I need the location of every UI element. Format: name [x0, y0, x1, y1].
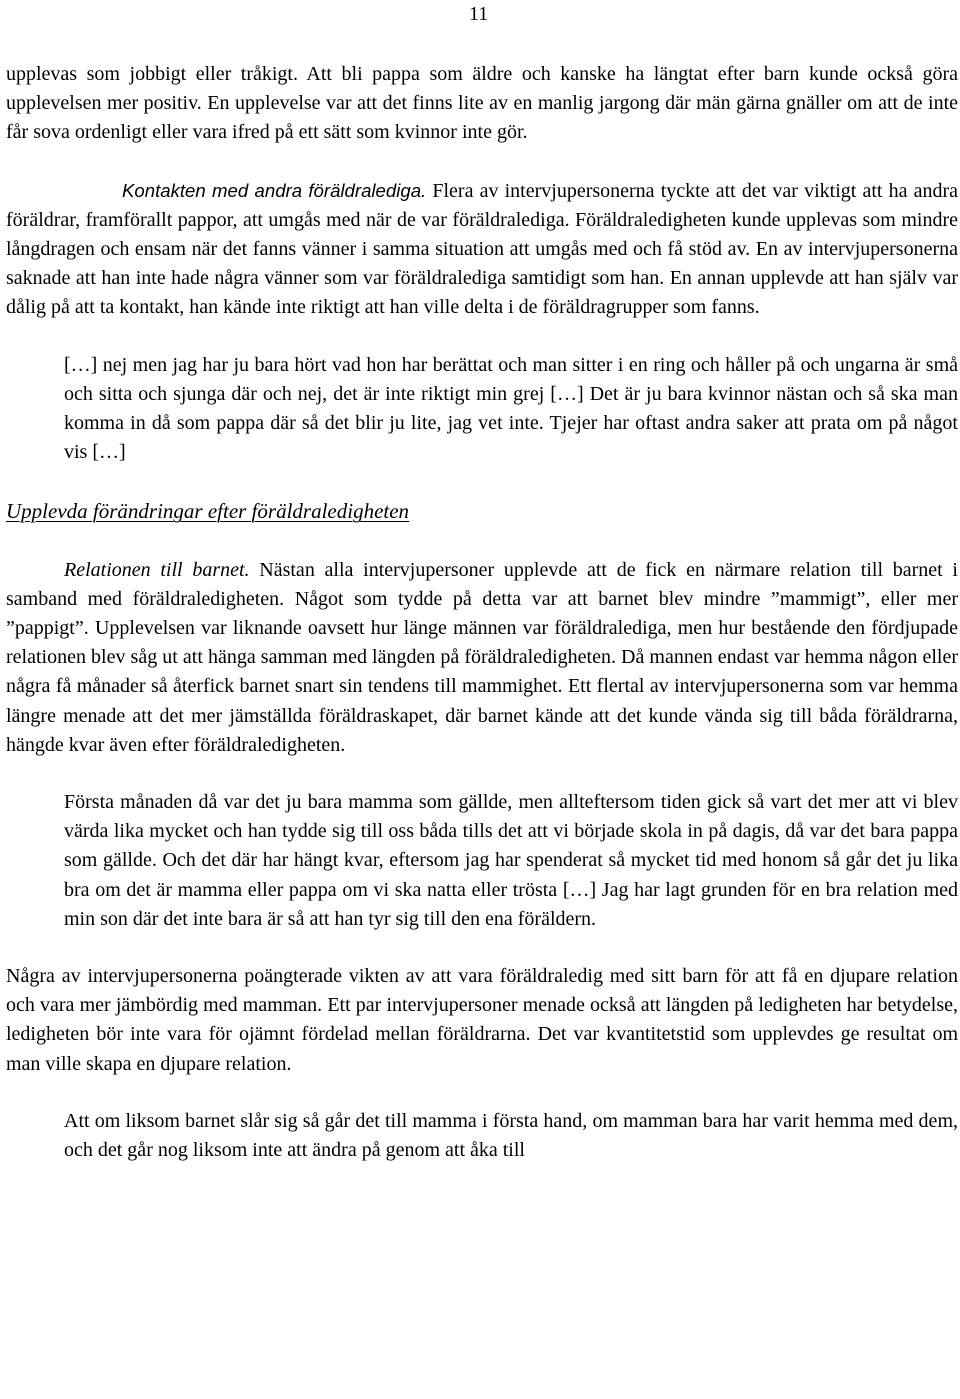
- block-quote-2: Första månaden då var det ju bara mamma som gällde, men allteftersom tiden gick så vart det mer att vi blev värda lika mycket och han tydde sig till oss båda tills det att vi började skola in på dagis, då var det bara pappa som gällde. Och det där har hängt kvar, eftersom jag har spenderat så mycket tid med honom så går det ju lika bra om det är mamma eller pappa om vi ska natta eller trösta […] Jag har lagt grunden för en bra relation med min son där det inte bara är så att han tyr sig till den ena föräldern.: [64, 791, 958, 930]
- paragraph-4: Några av intervjupersonerna poängterade vikten av att vara föräldraledig med sitt barn för att få en djupare relation och vara mer jämbördig med mamman. Ett par intervjupersoner menade också att längden på ledigheten har betydelse, ledigheten bör inte vara för ojämnt fördelad mellan föräldrarna. Det var kvantitetstid som upplevdes ge resultat om man ville skapa en djupare relation.: [6, 965, 958, 1075]
- paragraph-2-text: Flera av intervjupersonerna tyckte att det var viktigt att ha andra föräldrar, framförallt pappor, att umgås med när de var föräldralediga. Föräldraledigheten kunde upplevas som mindre långdragen och ensam när det fanns vänner i samma situation att umgås med och få stöd av. En av intervjupersonerna saknade att han inte hade några vänner som var föräldralediga samtidigt som han. En annan upplevde att han själv var dålig på att ta kontakt, han kände inte riktigt att han ville delta i de föräldragrupper som fanns.: [6, 179, 959, 319]
- block-quote-3: Att om liksom barnet slår sig så går det till mamma i första hand, om mamman bara har varit hemma med dem, och det går nog liksom inte att ändra på genom att åka till: [64, 1109, 958, 1162]
- paragraph-3: [6, 556, 958, 760]
- page-number: 11: [469, 3, 489, 25]
- paragraph-3-text: Nästan alla intervjupersoner upplevde att de fick en närmare relation till barnet i samband med föräldraledigheten. Något som tydde på detta var att barnet blev mindre ”mammigt”, eller mer ”pappigt”. Upplevelsen var liknande oavsett hur länge männen var föräldralediga, men hur bestående den fördjupade relationen blev såg ut att hänga samman med längden på föräldraledigheten. Då mannen endast var hemma någon eller några få månader så återfick barnet snart sin tendens till mammighet. Ett flertal av intervjupersonerna som var hemma längre menade att det mer jämställda föräldraskapet, där barnet kände att det kunde vända sig till båda föräldrarna, hängde kvar även efter föräldraledigheten.: [6, 558, 958, 756]
- paragraph-3-heading: Relationen till barnet.: [64, 558, 250, 581]
- section-heading: Upplevda förändringar efter föräldraledigheten: [6, 499, 410, 524]
- paragraph-2-heading: Kontakten med andra föräldralediga.: [122, 179, 427, 201]
- block-quote-1: […] nej men jag har ju bara hört vad hon har berättat och man sitter i en ring och håller på och ungarna är små och sitta och sjunga där och nej, det är inte riktigt min grej […] Det är ju bara kvinnor nästan och så ska man komma in då som pappa där så det blir ju lite, jag vet inte. Tjejer har oftast andra saker att prata om på något vis […]: [64, 353, 958, 464]
- paragraph-2: [6, 176, 958, 323]
- document-body: [6, 60, 958, 1165]
- paragraph-1: upplevas som jobbigt eller tråkigt. Att bli pappa som äldre och kanske ha längtat efter barn kunde också göra upplevelsen mer positiv. En upplevelse var att det finns lite av en manlig jargong där män gärna gnäller om att de inte får sova ordenligt eller vara ifred på ett sätt som kvinnor inte gör.: [6, 63, 958, 144]
